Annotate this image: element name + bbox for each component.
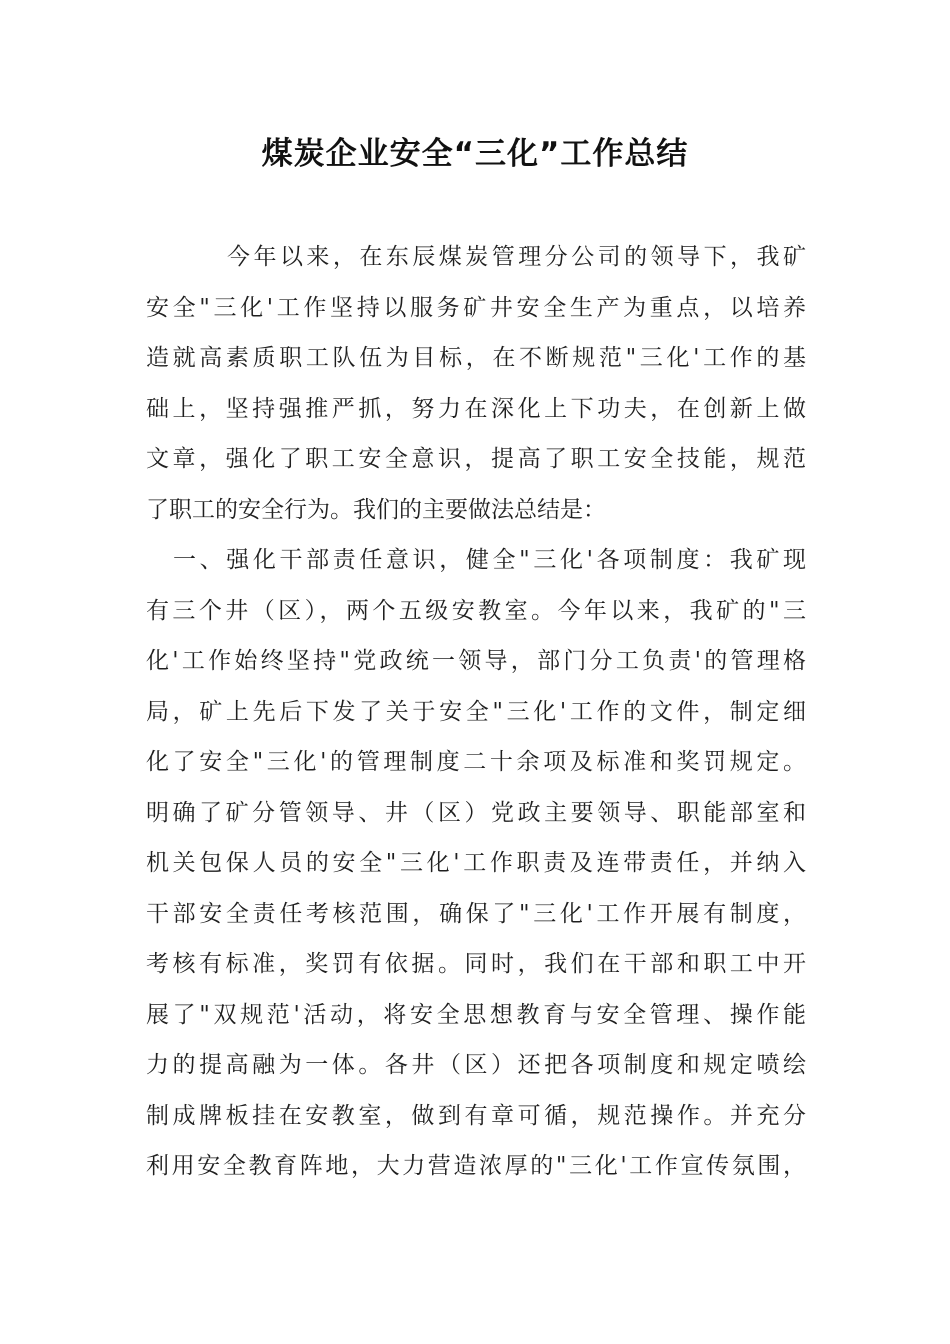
paragraph-line: 干部安全责任考核范围，确保了"三化'工作开展有制度， [146, 900, 806, 927]
paragraph-line: 一、强化干部责任意识，健全"三化'各项制度：我矿现 [173, 547, 806, 573]
paragraph-line: 局，矿上先后下发了关于安全"三化'工作的文件，制定细 [146, 698, 806, 725]
paragraph-line: 化了安全"三化'的管理制度二十余项及标准和奖罚规定。 [146, 749, 806, 775]
paragraph-line: 考核有标准，奖罚有依据。同时，我们在干部和职工中开 [146, 951, 806, 977]
paragraph-line: 利用安全教育阵地，大力营造浓厚的"三化'工作宣传氛围， [146, 1153, 806, 1179]
paragraph-line: 明确了矿分管领导、井（区）党政主要领导、职能部室和 [146, 799, 806, 826]
paragraph-line: 造就高素质职工队伍为目标，在不断规范"三化'工作的基 [146, 345, 806, 371]
paragraph-line: 机关包保人员的安全"三化'工作职责及连带责任，并纳入 [146, 850, 806, 876]
paragraph-line: 安全"三化'工作坚持以服务矿井安全生产为重点，以培养 [146, 294, 806, 321]
document-body [146, 232, 806, 1192]
paragraph-line: 础上，坚持强推严抓，努力在深化上下功夫，在创新上做 [146, 395, 806, 422]
paragraph-line: 今年以来，在东辰煤炭管理分公司的领导下，我矿 [227, 244, 806, 270]
paragraph-line: 有三个井（区），两个五级安教室。今年以来，我矿的"三 [146, 597, 806, 624]
paragraph-line: 展了"双规范'活动，将安全思想教育与安全管理、操作能 [146, 1001, 806, 1028]
paragraph-line: 了职工的安全行为。我们的主要做法总结是： [146, 496, 606, 523]
paragraph-line: 化'工作始终坚持"党政统一领导，部门分工负责'的管理格 [146, 648, 806, 674]
paragraph-line: 文章，强化了职工安全意识，提高了职工安全技能，规范 [146, 446, 806, 472]
paragraph-line: 力的提高融为一体。各井（区）还把各项制度和规定喷绘 [146, 1052, 806, 1078]
document-title: 煤炭企业安全“三化”工作总结 [261, 136, 689, 172]
paragraph-line: 制成牌板挂在安教室，做到有章可循，规范操作。并充分 [146, 1102, 806, 1129]
